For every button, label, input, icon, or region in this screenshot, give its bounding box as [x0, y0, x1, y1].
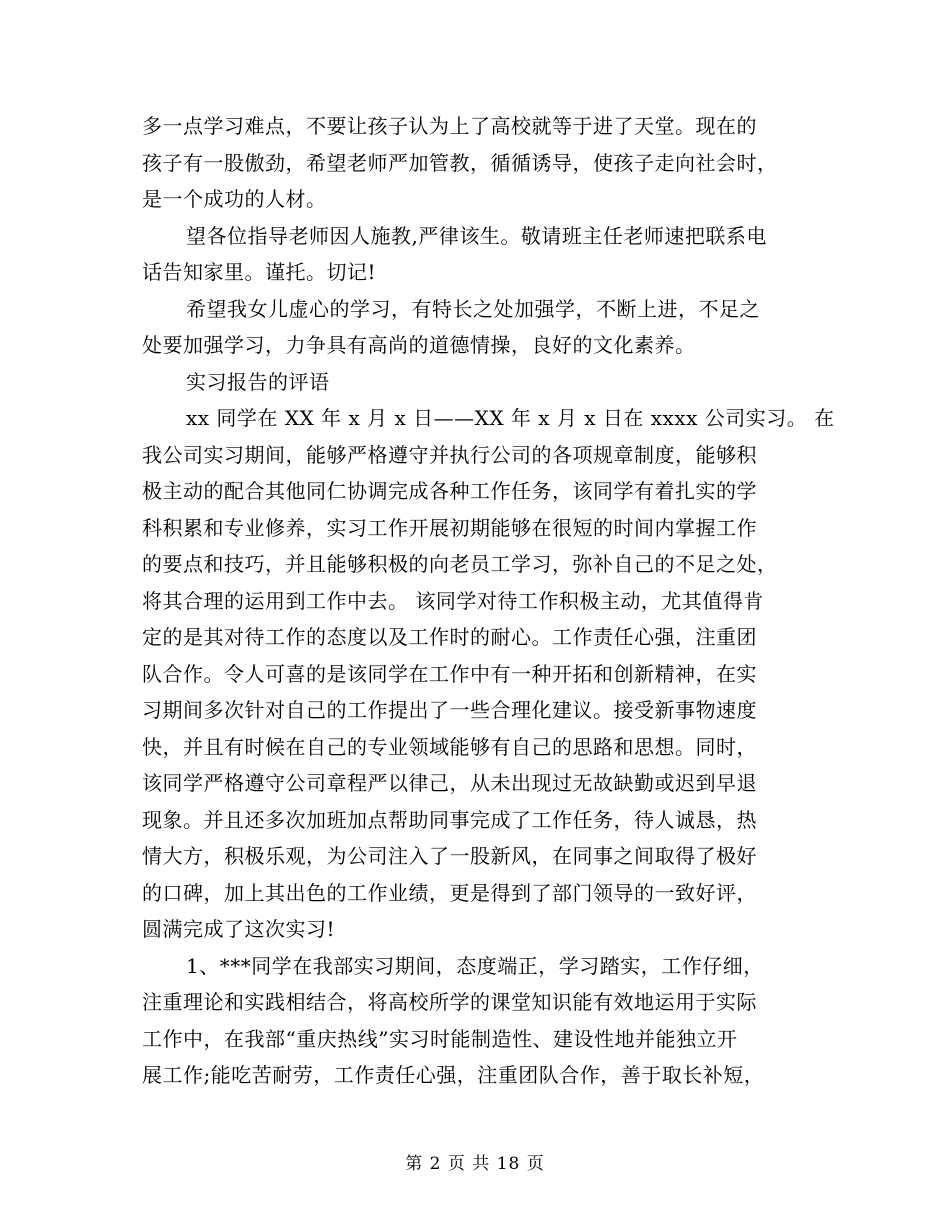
- text-line: 1、***同学在我部实习期间，态度端正，学习踏实，工作仔细，: [186, 953, 764, 978]
- paragraph: [142, 108, 806, 218]
- text-line: 我公司实习期间，能够严格遵守并执行公司的各项规章制度，能够积: [142, 442, 757, 467]
- text-line: 话告知家里。谨托。切记!: [142, 260, 377, 284]
- text-line: 注重理论和实践相结合，将高校所学的课堂知识能有效地运用于实际: [142, 990, 757, 1014]
- text-line: 处要加强学习，力争具有高尚的道德情操，良好的文化素养。: [142, 333, 696, 357]
- page-footer: 第 2 页 共 18 页: [405, 1154, 545, 1174]
- text-line: 望各位指导老师因人施教,严律该生。敬请班主任老师速把联系电: [186, 223, 767, 248]
- text-line: 将其合理的运用到工作中去。 该同学对待工作积极主动，尤其值得肯: [142, 588, 764, 613]
- text-line: 快，并且有时候在自己的专业领域能够有自己的思路和思想。同时，: [142, 734, 757, 759]
- paragraph: [142, 291, 806, 364]
- text-line: 孩子有一股傲劲，希望老师严加管教，循循诱导，使孩子走向社会时，: [142, 150, 778, 175]
- text-line: 情大方，积极乐观，为公司注入了一股新风，在同事之间取得了极好: [142, 844, 757, 868]
- text-line: 科积累和专业修养，实习工作开展初期能够在很短的时间内掌握工作: [142, 515, 757, 540]
- text-line: 展工作;能吃苦耐劳，工作责任心强，注重团队合作，善于取长补短，: [142, 1063, 765, 1087]
- text-line: 队合作。令人可喜的是该同学在工作中有一种开拓和创新精神，在实: [142, 661, 757, 686]
- text-line: 多一点学习难点，不要让孩子认为上了高校就等于进了天堂。现在的: [142, 114, 757, 138]
- text-line: 实习报告的评语: [186, 369, 330, 394]
- text-line: 的要点和技巧，并且能够积极的向老员工学习，弥补自己的不足之处，: [142, 552, 778, 576]
- text-line: 圆满完成了这次实习!: [142, 917, 336, 941]
- text-line: 希望我女儿虚心的学习，有特长之处加强学，不断上进，不足之: [186, 296, 760, 321]
- text-line: 定的是其对待工作的态度以及工作时的耐心。工作责任心强，注重团: [142, 625, 757, 649]
- text-line: 现象。并且还多次加班加点帮助同事完成了工作任务，待人诚恳，热: [142, 807, 757, 832]
- text-line: 该同学严格遵守公司章程严以律己，从未出现过无故缺勤或迟到早退: [142, 771, 757, 795]
- paragraph: [142, 400, 835, 948]
- text-line: 工作中，在我部“重庆热线”实习时能制造性、建设性地并能独立开: [142, 1026, 738, 1051]
- paragraph: [142, 218, 806, 291]
- text-line: xx 同学在 XX 年 x 月 x 日——XX 年 x 月 x 日在 xxxx 公司实习。 在: [186, 406, 835, 430]
- paragraph: [142, 948, 806, 1094]
- text-line: 习期间多次针对自己的工作提出了一些合理化建议。接受新事物速度: [142, 698, 757, 722]
- text-line: 是一个成功的人材。: [142, 187, 327, 211]
- paragraph: [142, 364, 806, 401]
- text-line: 的口碑，加上其出色的工作业绩，更是得到了部门领导的一致好评，: [142, 880, 757, 905]
- document-body: [142, 108, 835, 1094]
- text-line: 极主动的配合其他同仁协调完成各种工作任务，该同学有着扎实的学: [142, 479, 757, 503]
